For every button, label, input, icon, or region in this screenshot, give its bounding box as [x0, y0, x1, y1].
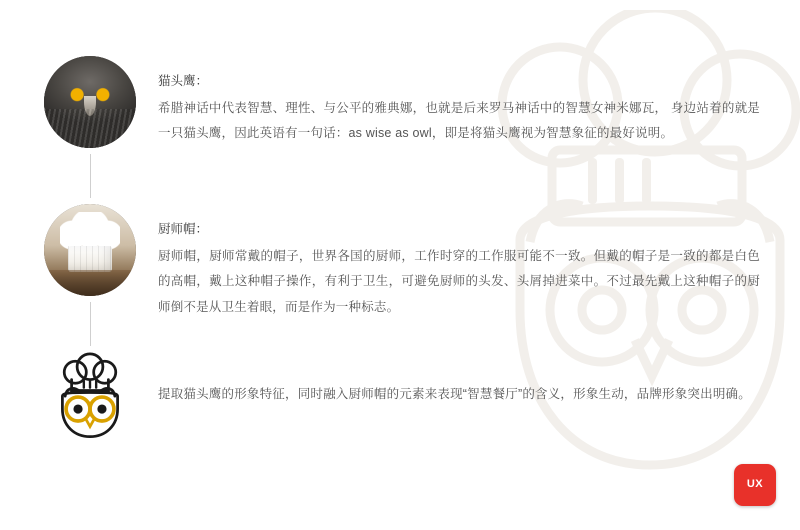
ux-badge-label: UX: [746, 478, 764, 491]
section-chef-hat: [40, 204, 760, 352]
owl-title: 猫头鹰：: [158, 74, 209, 88]
owl-illustration-icon: [44, 56, 136, 148]
owl-avatar-column: [40, 56, 140, 204]
owl-chef-logo-icon: [44, 352, 136, 444]
ux-badge: [734, 464, 776, 506]
chef-hat-avatar-column: [40, 204, 140, 352]
chef-hat-paragraph: 厨师帽，厨师常戴的帽子，世界各国的厨师，工作时穿的工作服可能不一致。但戴的帽子是一致的都是白色的高帽，戴上这种帽子操作，有利于卫生，可避免厨师的头发、头屑掉进菜中。不过最先戴上这种帽子的厨师倒不是从卫生着眼，而是作为一种标志。: [158, 248, 760, 314]
chef-hat-photo: [44, 204, 136, 296]
logo-paragraph: 提取猫头鹰的形象特征，同时融入厨师帽的元素来表现“智慧餐厅”的含义，形象生动，品牌形象突出明确。: [158, 387, 751, 401]
chef-hat-illustration-icon: [44, 204, 136, 296]
section-owl: [40, 56, 760, 204]
owl-paragraph: 希腊神话中代表智慧、理性、与公平的雅典娜，也就是后来罗马神话中的智慧女神米娜瓦， 身边站着的就是一只猫头鹰，因此英语有一句话：as wise as owl，即是将猫头鹰视为智慧象征的最好说明。: [158, 100, 760, 141]
logo-text-column: [140, 352, 760, 408]
connector-line: [90, 154, 91, 198]
logo-column: [40, 352, 140, 444]
owl-text-column: [140, 56, 760, 147]
chef-hat-title: 厨师帽：: [158, 222, 209, 236]
owl-photo: [44, 56, 136, 148]
chef-hat-text-column: [140, 204, 760, 321]
connector-line: [90, 302, 91, 346]
section-logo: [40, 352, 760, 444]
